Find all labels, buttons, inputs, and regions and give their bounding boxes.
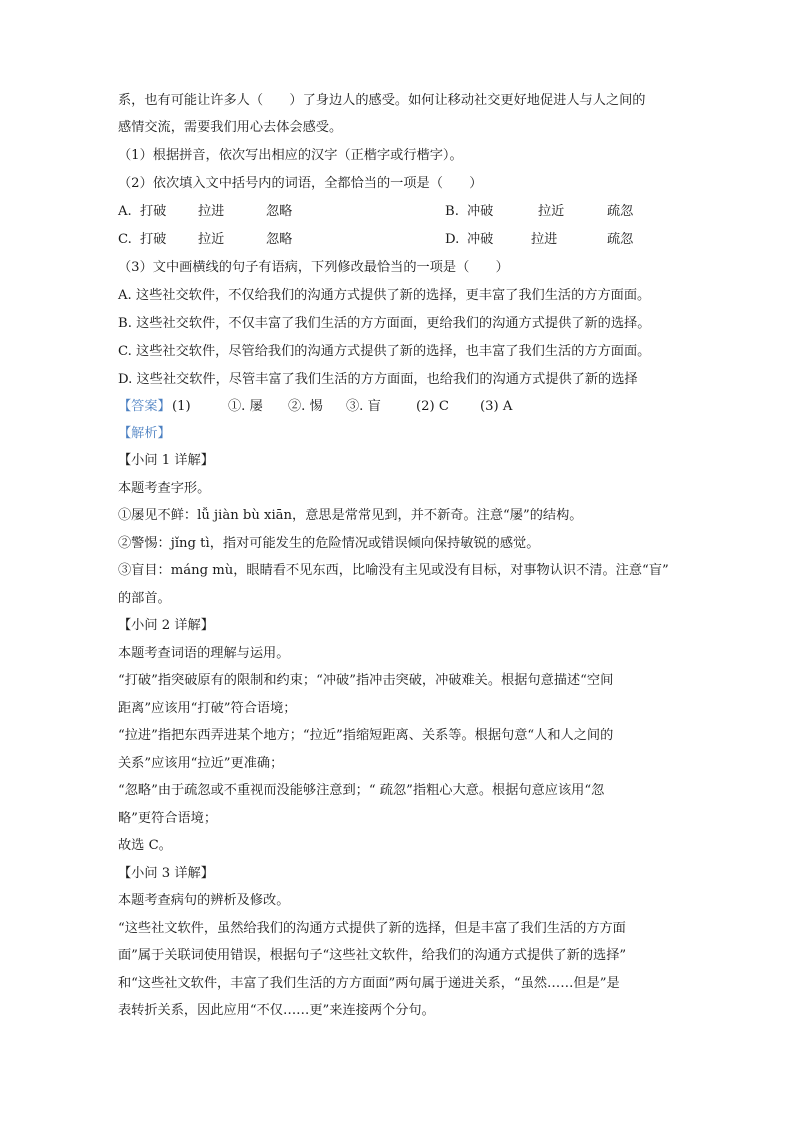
q2-option-c-word3: 忽略: [266, 232, 293, 247]
section-2-line: 本题考查词语的理解与运用。: [118, 646, 290, 661]
q2-option-c-word1: 打破: [140, 232, 167, 247]
q2-option-b-word1: 冲破: [467, 204, 494, 219]
q2-option-a-letter: A.: [118, 204, 132, 219]
q2-option-b-letter: B.: [445, 204, 459, 219]
section-3-heading: 【小问 3 详解】: [118, 866, 214, 881]
passage-line-1: 系，也有可能让许多人（ ）了身边人的感受。如何让移动社交更好地促进人与人之间的: [118, 93, 646, 108]
section-2-line: “打破”指突破原有的限制和约束；“冲破”指冲击突破，冲破难关。根据句意描述“空间: [118, 673, 614, 688]
answer-1-3: ③. 盲: [346, 399, 381, 414]
q2-option-d-letter: D.: [445, 232, 460, 247]
passage-line-2: 感情交流，需要我们用心去体会感受。: [118, 120, 343, 135]
q3-option-a: A. 这些社交软件，不仅给我们的沟通方式提供了新的选择，更丰富了我们生活的方方面面。: [118, 288, 651, 303]
section-1-line: ①屡见不鲜：lǚ jiàn bù xiān，意思是常常见到，并不新奇。注意“屡”的结构。: [118, 508, 583, 523]
q2-option-a-word3: 忽略: [266, 204, 293, 219]
q2-option-d-word3: 疏忽: [607, 232, 634, 247]
answer-part-1: (1): [172, 399, 191, 414]
q2-option-b-word3: 疏忽: [607, 204, 634, 219]
question-1: （1）根据拼音，依次写出相应的汉字（正楷字或行楷字）。: [118, 148, 463, 163]
q2-option-b-word2: 拉近: [538, 204, 565, 219]
q2-option-d-word1: 冲破: [467, 232, 494, 247]
analysis-label: 【解析】: [118, 426, 171, 441]
answer-label: 【答案】: [118, 399, 171, 414]
q2-option-a-word2: 拉进: [198, 204, 225, 219]
q2-option-a-word1: 打破: [140, 204, 167, 219]
section-3-line: “这些社文软件，虽然给我们的沟通方式提供了新的选择，但是丰富了我们生活的方方面: [118, 921, 626, 936]
q2-option-c-letter: C.: [118, 232, 132, 247]
answer-row: [118, 398, 683, 416]
section-3-line: 面”属于关联词使用错误，根据句子“这些社文软件，给我们的沟通方式提供了新的选择”: [118, 948, 627, 963]
q2-options-row-1: [118, 203, 683, 221]
q3-option-d: D. 这些社交软件，尽管丰富了我们生活的方方面面，也给我们的沟通方式提供了新的选择: [118, 372, 638, 387]
section-2-line: 关系”应该用“拉近”更准确；: [118, 756, 284, 771]
section-2-line: “拉进”指把东西弄进某个地方；“拉近”指缩短距离、关系等。根据句意“人和人之间的: [118, 728, 614, 743]
answer-part-2: (2) C: [416, 399, 449, 414]
section-1-line: ②警惕：jǐng tì，指对可能发生的危险情况或错误倾向保持敏锐的感觉。: [118, 536, 540, 551]
section-1-line: 的部首。: [118, 591, 171, 606]
answer-1-1: ①. 屡: [228, 399, 263, 414]
section-2-line: “忽略”由于疏忽或不重视而没能够注意到；“ 疏忽”指粗心大意。根据句意应该用“忽: [118, 783, 605, 798]
section-2-line: 故选 C。: [118, 838, 172, 853]
question-3: （3）文中画横线的句子有语病，下列修改最恰当的一项是（ ）: [118, 260, 509, 275]
q2-option-c-word2: 拉近: [198, 232, 225, 247]
q3-option-c: C. 这些社交软件，尽管给我们的沟通方式提供了新的选择，也丰富了我们生活的方方面面。: [118, 344, 651, 359]
section-1-heading: 【小问 1 详解】: [118, 453, 214, 468]
answer-1-2: ②. 惕: [288, 399, 323, 414]
section-1-line: 本题考查字形。: [118, 481, 211, 496]
section-3-line: 表转折关系，因此应用“不仅……更”来连接两个分句。: [118, 1003, 435, 1018]
section-3-line: 和“这些社文软件，丰富了我们生活的方方面面”两句属于递进关系，“虽然……但是”是: [118, 976, 620, 991]
q3-option-b: B. 这些社交软件，不仅丰富了我们生活的方方面面，更给我们的沟通方式提供了新的选择。: [118, 316, 651, 331]
q2-options-row-2: [118, 231, 683, 249]
answer-part-3: (3) A: [480, 399, 513, 414]
section-3-line: 本题考查病句的辨析及修改。: [118, 893, 290, 908]
question-2: （2）依次填入文中括号内的词语，全都恰当的一项是（ ）: [118, 176, 483, 191]
section-1-line: ③盲目：máng mù，眼睛看不见东西，比喻没有主见或没有目标，对事物认识不清。注意“盲”: [118, 563, 669, 578]
section-2-line: 距离”应该用“打破”符合语境；: [118, 701, 297, 716]
section-2-heading: 【小问 2 详解】: [118, 618, 214, 633]
q2-option-d-word2: 拉进: [531, 232, 558, 247]
section-2-line: 略”更符合语境；: [118, 811, 218, 826]
